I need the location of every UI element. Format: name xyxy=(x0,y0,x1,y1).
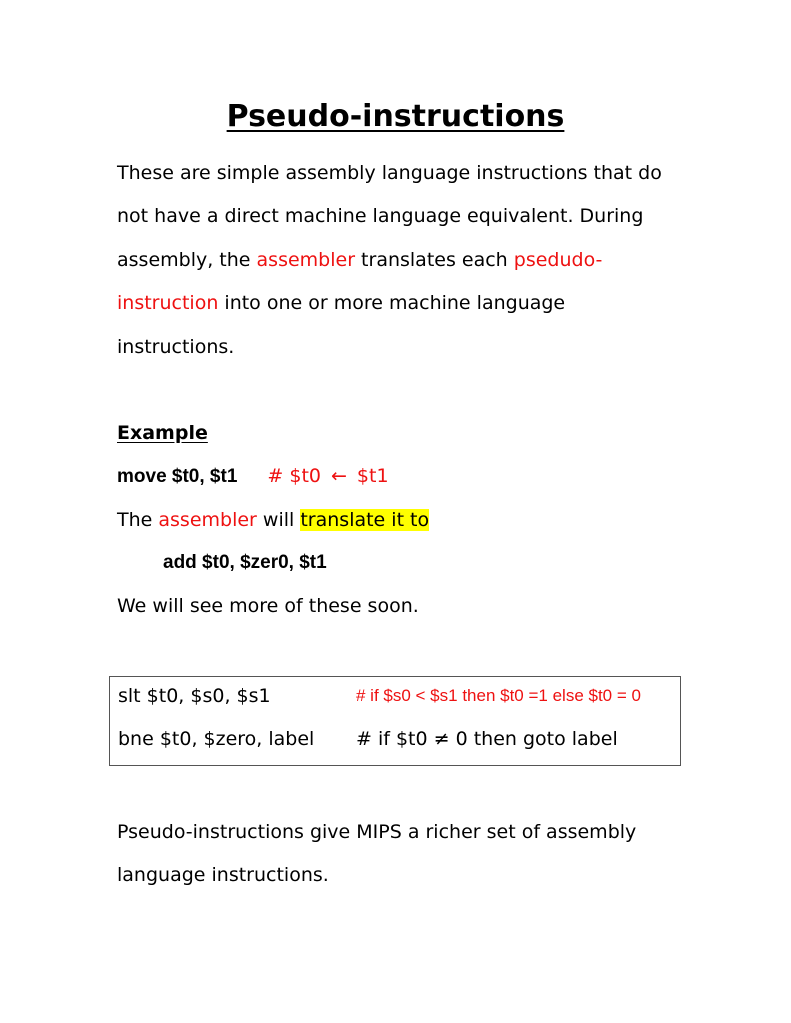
comment-left: # $t0 xyxy=(267,465,321,487)
example-heading: Example xyxy=(117,422,208,444)
slt-code: slt $t0, $s0, $s1 xyxy=(118,685,271,707)
translated-code: add $t0, $zer0, $t1 xyxy=(163,552,327,573)
conclusion-line-1: Pseudo-instructions give MIPS a richer set of assembly xyxy=(117,821,637,843)
comment-right: $t1 xyxy=(356,465,389,487)
intro-line-5: instructions. xyxy=(117,336,235,358)
assembler-term: assembler xyxy=(256,249,356,271)
intro-text: translates each xyxy=(355,249,514,271)
bne-code: bne $t0, $zero, label xyxy=(118,728,315,750)
bne-comment: # if $t0 ≠ 0 then goto label xyxy=(356,728,618,750)
translate-line xyxy=(117,506,429,534)
code-row-bne xyxy=(118,725,618,753)
highlighted-phrase: translate it to xyxy=(300,509,430,531)
code-examples-box xyxy=(109,676,681,766)
intro-line-2: not have a direct machine language equivalent. During xyxy=(117,205,644,227)
left-arrow-icon: ← xyxy=(331,465,347,487)
translate-text: will xyxy=(256,509,301,531)
conclusion-line-2: language instructions. xyxy=(117,864,329,886)
example-move-line xyxy=(117,462,389,491)
intro-text: assembly, the xyxy=(117,249,257,271)
intro-line-3 xyxy=(117,246,602,274)
slt-comment: # if $s0 < $s1 then $t0 =1 else $t0 = 0 xyxy=(356,686,641,705)
move-comment xyxy=(267,465,388,487)
pseudo-instruction-term: instruction xyxy=(117,292,219,314)
example-note: We will see more of these soon. xyxy=(117,595,419,617)
assembler-term: assembler xyxy=(158,509,257,531)
intro-text: into one or more machine language xyxy=(218,292,566,314)
move-code: move $t0, $t1 xyxy=(117,466,238,487)
intro-line-4 xyxy=(117,289,565,317)
pseudo-instruction-term: psedudo- xyxy=(513,249,603,271)
translate-text: The xyxy=(117,509,159,531)
code-row-slt xyxy=(118,682,641,710)
intro-line-1: These are simple assembly language instructions that do xyxy=(117,162,662,184)
page-title: Pseudo-instructions xyxy=(226,99,565,134)
